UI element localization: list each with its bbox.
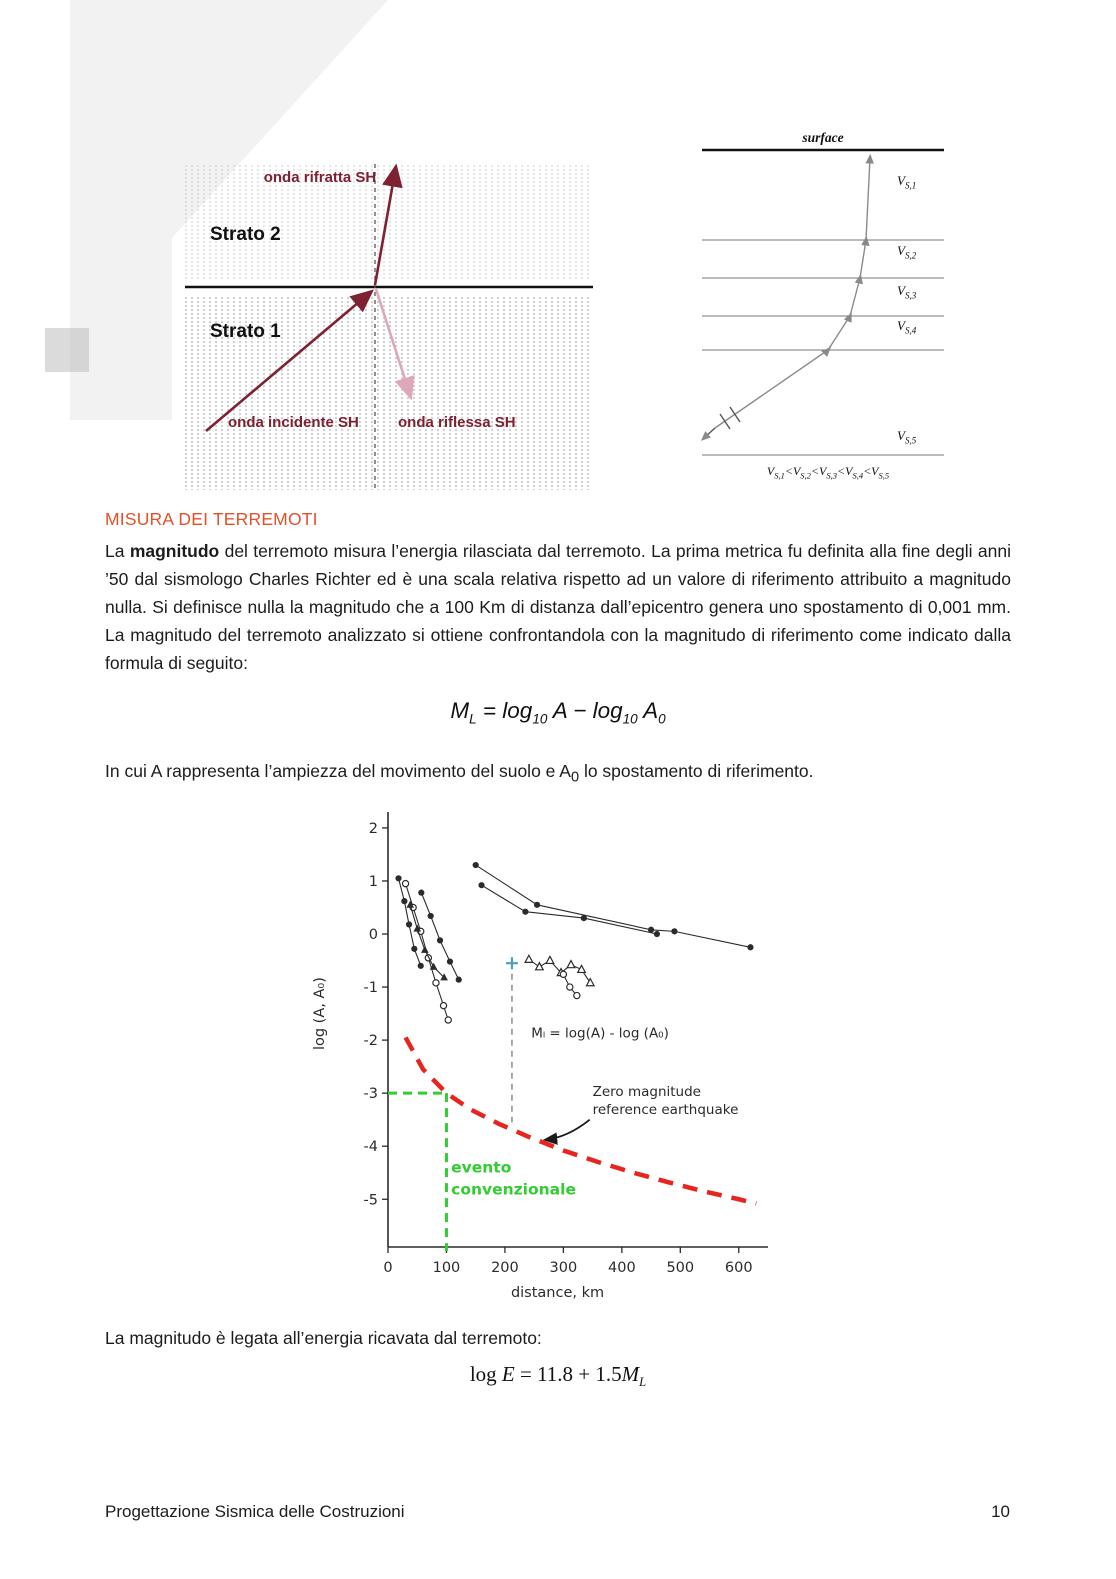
formula2-part: = 11.8 + 1.5 [514, 1362, 622, 1386]
formula1-sub: 10 [532, 711, 548, 727]
svg-text:100: 100 [432, 1260, 461, 1276]
velocity-inequality: $V_{S,1}<V_{S,2}<V_{S,3}<V_{S,4}<V_{S,5}$ [766, 464, 890, 481]
formula1-sub: 10 [622, 711, 638, 727]
watermark-square [45, 328, 89, 372]
conventional-event-label: convenzionale [451, 1180, 576, 1199]
chart-series [395, 862, 753, 1023]
formula1-sub: 0 [658, 711, 666, 727]
formula-richter-magnitude [105, 698, 1011, 727]
formula2-sub [639, 1375, 646, 1389]
svg-text:600: 600 [724, 1260, 753, 1276]
layer-velocity-label: $V_{S,5}$ [897, 428, 917, 446]
layer-velocity-labels [897, 173, 917, 446]
svg-text:-1: -1 [363, 980, 378, 997]
ml-formula-label: Mₗ = log(A) - log (A₀) [531, 1025, 669, 1042]
svg-text:-4: -4 [363, 1139, 378, 1156]
zero-magnitude-curve [406, 1037, 757, 1203]
layer-velocity-label: $V_{S,1}$ [897, 173, 917, 191]
footer-page-number: 10 [991, 1502, 1010, 1521]
svg-text:1: 1 [368, 873, 378, 890]
amplitude-line-2 [482, 885, 657, 934]
formula2-sub-text: L [639, 1375, 647, 1390]
zero-magnitude-label: Zero magnitude [592, 1083, 702, 1100]
svg-text:2: 2 [368, 820, 378, 837]
svg-text:-2: -2 [363, 1033, 378, 1050]
figure-sh-waves [178, 148, 598, 493]
para1-text: del terremoto misura l’energia rilasciata dal terremoto. La prima metrica fu definita alla fine degli anni ’50 dal sismologo Charles Richter ed è una scala relativa rispetto ad un valore di riferimento attribuito a magnitudo nulla. Si definisce nulla la magnitudo che a 100 Km di distanza dall’epicentro genera uno spostamento di 0,001 mm. La magnitudo del terremoto analizzato si ottiene confrontandola con la magnitudo di riferimento come indicato dalla formula di seguito: [105, 541, 1011, 673]
paragraph-magnitudo [105, 537, 1011, 677]
para1-bold-term: magnitudo [129, 541, 220, 561]
paragraph-energia [105, 1324, 1011, 1352]
source-hatch-2 [730, 407, 740, 422]
figure-velocity-profile [698, 128, 948, 488]
formula1-sub: L [469, 711, 477, 727]
para2-sub: 0 [570, 769, 580, 786]
section-heading: MISURA DEI TERREMOTI [105, 509, 318, 529]
svg-text:400: 400 [608, 1260, 636, 1276]
para1-prefix: La [105, 541, 130, 561]
svg-text:300: 300 [549, 1260, 578, 1276]
svg-text:500: 500 [666, 1260, 695, 1276]
formula1-part: A [637, 698, 659, 723]
zero-magnitude-label: reference earthquake [592, 1101, 739, 1118]
strato2-label: Strato 2 [210, 224, 281, 245]
formula1-part: M [450, 698, 470, 723]
x-axis-label: distance, km [510, 1285, 605, 1301]
ray-path [715, 158, 870, 428]
svg-text:0: 0 [368, 927, 378, 944]
layer-velocity-label: $V_{S,4}$ [897, 318, 917, 336]
refracted-wave-label: onda rifratta SH [263, 169, 377, 186]
incident-wave-label: onda incidente SH [228, 414, 359, 431]
formula-energy [105, 1362, 1011, 1390]
conventional-event-lines [388, 1093, 446, 1251]
magnitude-distance-chart [308, 798, 788, 1313]
svg-text:0: 0 [383, 1260, 393, 1276]
svg-text:200: 200 [491, 1260, 519, 1276]
para3-text: La magnitudo è legata all’energia ricavata dal terremoto: [105, 1328, 542, 1348]
surface-label: surface [802, 130, 844, 145]
formula2-var: M [621, 1362, 640, 1386]
source-arrow [704, 428, 715, 438]
reflected-wave-label: onda riflessa SH [398, 414, 516, 431]
conventional-event-label: evento [451, 1158, 512, 1177]
formula1-part: A − log [547, 698, 623, 723]
layer-velocity-label: $V_{S,3}$ [897, 283, 917, 301]
para2-text: In cui A rappresenta l’ampiezza del movimento del suolo e A [105, 761, 571, 781]
strato2-region [185, 163, 593, 281]
chart-annotations [451, 1025, 738, 1198]
paragraph-ampiezza [105, 757, 1011, 792]
zero-magnitude-arrow [545, 1120, 590, 1140]
footer-course-title: Progettazione Sismica delle Costruzioni [105, 1502, 405, 1521]
formula2-part: log [469, 1362, 502, 1386]
source-hatch-1 [720, 414, 730, 429]
svg-text:-3: -3 [363, 1086, 378, 1103]
chart-axes [312, 812, 768, 1301]
para2-text: lo spostamento di riferimento. [579, 761, 814, 781]
formula2-var: E [501, 1362, 515, 1386]
strato1-label: Strato 1 [210, 321, 281, 342]
y-axis-label: log (A, A₀) [312, 977, 328, 1051]
svg-text:-5: -5 [363, 1192, 378, 1209]
layer-velocity-label: $V_{S,2}$ [897, 243, 917, 261]
formula1-part: = log [476, 698, 533, 723]
near-field-4 [421, 893, 458, 980]
